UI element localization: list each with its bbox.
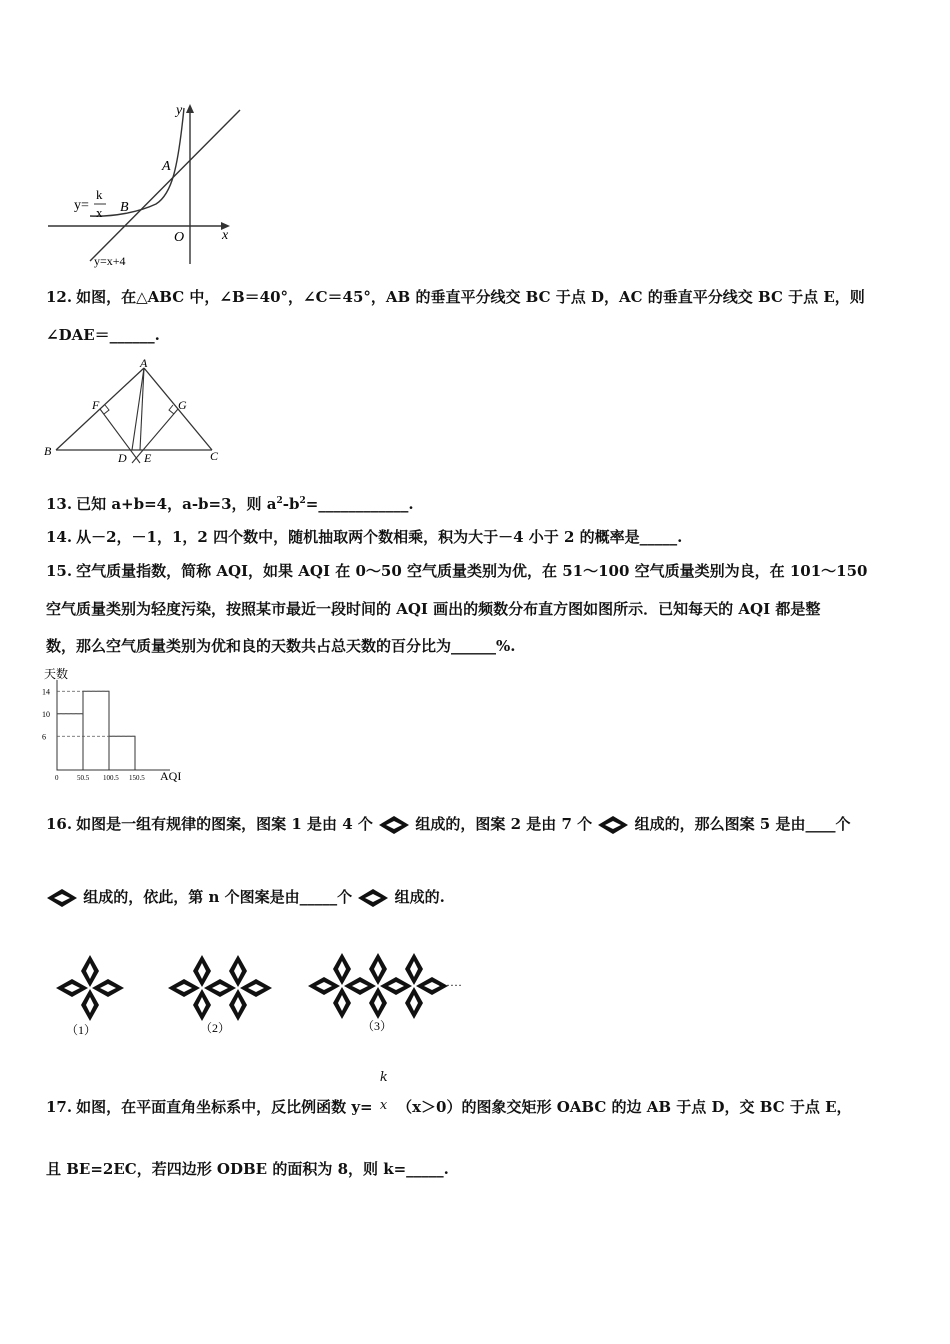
question-15-line2: 空气质量类别为轻度污染，按照某市最近一段时间的 AQI 画出的频数分布直方图如图所示．已知每天的 AQI 都是整	[46, 600, 821, 618]
point-a-label: A	[162, 159, 171, 174]
question-16-line1	[46, 813, 850, 835]
point-g-label: G	[178, 398, 187, 412]
question-16-text-1: 如图是一组有规律的图案，图案 1 是由 4 个	[76, 815, 373, 833]
question-15-number: 15.	[46, 562, 73, 580]
origin-label: O	[174, 230, 185, 245]
question-13-sup2: 2	[299, 496, 306, 506]
pattern-3	[308, 953, 448, 1019]
line-y-x-plus-4	[90, 110, 240, 261]
histogram-xtick-label: 150.5	[129, 774, 145, 782]
question-13-sup1: 2	[276, 496, 283, 506]
question-14-text: 从－2，－1，1，2 四个数中，随机抽取两个数相乘，积为大于－4 小于 2 的概率是_____.	[76, 528, 683, 546]
pattern-2-caption: （2）	[200, 1021, 231, 1035]
aqi-histogram	[40, 664, 200, 784]
diamond-icon	[597, 815, 629, 835]
question-12-number: 12.	[46, 288, 73, 306]
pattern-1	[56, 955, 124, 1021]
line-label: y=x+4	[94, 254, 126, 268]
question-14-number: 14.	[46, 528, 73, 546]
question-17-line2: 且 BE=2EC，若四边形 ODBE 的面积为 8，则 k=_____.	[46, 1160, 449, 1178]
right-angle-mark-g	[169, 405, 174, 414]
question-15-text: 空气质量指数，简称 AQI，如果 AQI 在 0～50 空气质量类别为优，在 51～100 空气质量类别为良，在 101～150	[76, 562, 868, 580]
curve-label-denominator: x	[96, 205, 103, 220]
pattern-1-caption: （1）	[66, 1023, 97, 1037]
vertex-a-label: A	[140, 358, 148, 370]
question-17-fraction	[378, 1070, 392, 1113]
diamond-icon	[378, 815, 410, 835]
vertex-c-label: C	[210, 449, 219, 463]
question-12-text: 如图，在△ABC 中，∠B＝40°，∠C＝45°，AB 的垂直平分线交 BC 于点 D，AC 的垂直平分线交 BC 于点 E，则	[76, 288, 865, 306]
fraction-denominator: x	[379, 1098, 388, 1113]
pattern-2	[168, 955, 272, 1021]
point-e-label: E	[144, 451, 152, 465]
question-12-line2: ∠DAE＝______.	[46, 326, 160, 344]
pattern-figures	[40, 946, 500, 1046]
y-axis-arrow-icon	[186, 104, 194, 113]
histogram-bar	[109, 736, 135, 770]
pattern-continuation: ……	[438, 975, 462, 989]
diamond-icon	[357, 888, 389, 908]
diamond-icon	[46, 888, 78, 908]
question-16-number: 16.	[46, 815, 73, 833]
histogram-xlabel: AQI	[160, 769, 182, 783]
question-13-number: 13.	[46, 495, 73, 513]
figure-triangle-abc	[40, 358, 230, 468]
y-axis-label: y	[176, 103, 183, 118]
perpendicular-bisector-ac	[132, 409, 178, 463]
histogram-xtick-label: 100.5	[103, 774, 119, 782]
x-axis-label: x	[222, 228, 229, 243]
figure-hyperbola-line	[44, 98, 244, 268]
curve-label-prefix: y=	[74, 198, 89, 213]
question-17-text-1: 如图，在平面直角坐标系中，反比例函数 y=	[76, 1098, 373, 1116]
histogram-ytick-label: 10	[42, 709, 50, 719]
point-b-label: B	[120, 200, 129, 215]
histogram-ylabel: 天数	[44, 667, 69, 681]
question-15-line1	[46, 560, 867, 581]
question-17-number: 17.	[46, 1098, 73, 1116]
question-17-line1	[46, 1070, 852, 1117]
point-f-label: F	[92, 398, 100, 412]
question-15-line3: 数，那么空气质量类别为优和良的天数共占总天数的百分比为______%.	[46, 637, 516, 655]
histogram-bar	[83, 691, 109, 770]
vertex-b-label: B	[44, 444, 52, 458]
histogram-ytick-label: 6	[42, 732, 46, 742]
curve-label-numerator: k	[96, 187, 103, 202]
fraction-numerator: k	[379, 1070, 388, 1085]
right-angle-mark-f	[104, 405, 109, 414]
question-16-text-2: 组成的，图案 2 是由 7 个	[415, 815, 593, 833]
question-13	[46, 493, 414, 514]
histogram-xtick-label: 50.5	[77, 774, 90, 782]
histogram-ytick-label: 14	[42, 687, 50, 697]
question-12-line1	[46, 286, 865, 307]
question-16-line2	[46, 886, 445, 908]
question-14	[46, 526, 682, 547]
question-13-text-c: =____________.	[305, 495, 414, 513]
question-16-text-5: 组成的.	[394, 888, 445, 906]
histogram-bar	[57, 714, 83, 770]
question-13-text-b: -b	[282, 495, 300, 513]
question-13-text-a: 已知 a+b=4，a-b=3，则 a	[76, 495, 277, 513]
pattern-3-caption: （3）	[362, 1019, 393, 1033]
histogram-xtick-label: 0	[55, 774, 59, 782]
question-17-text-2: （x＞0）的图象交矩形 OABC 的边 AB 于点 D，交 BC 于点 E，	[397, 1098, 852, 1116]
point-d-label: D	[118, 451, 127, 465]
question-16-text-4: 组成的，依此，第 n 个图案是由_____个	[83, 888, 353, 906]
question-16-text-3: 组成的，那么图案 5 是由____个	[634, 815, 851, 833]
